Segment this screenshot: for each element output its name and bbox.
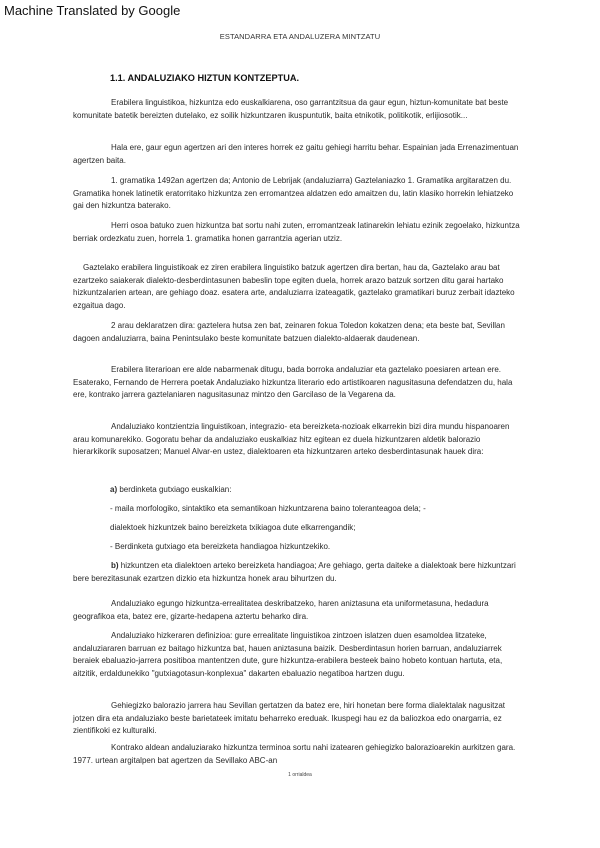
- section-title: 1.1. ANDALUZIAKO HIZTUN KONTZEPTUA.: [110, 73, 300, 83]
- list-item: dialektoek hizkuntzek baino bereizketa txikiagoa dute elkarrengandik;: [110, 523, 356, 532]
- list-marker-a: a): [110, 485, 118, 494]
- machine-translation-banner: Machine Translated by Google: [4, 3, 181, 18]
- paragraph: Gaztelako erabilera linguistikoak ez ziren erabilera linguistiko batzuk agertzen dira bertan, hau da, Gaztelako arau bat ezartzeko saiakerak dialekto-desberdintasunen babeslin tope egiten duela, horrek arazo batzuk sortzen ditu garai hartako hizkuntzalarien artean, are gehiago doaz. esatera arte, andaluziarra izateagatik, gaztelako gramatikari buruz zerbait idazteko ezgaitua dago.: [73, 263, 515, 310]
- paragraph: Andaluziako egungo hizkuntza-errealitatea deskribatzeko, haren aniztasuna eta uniformetasuna, hedadura geografikoa eta, batez ere, gizarte-hedapena aztertu beharko dira.: [73, 599, 489, 621]
- paragraph: Erabilera linguistikoa, hizkuntza edo euskalkiarena, oso garrantzitsua da gaur egun, hiztun-komunitate bat beste komunitate batetik bereizten dutelako, ez soilik hizkuntzaren ikuspuntutik, baita etnikotik, politikotik, erlijiosotik...: [73, 98, 509, 120]
- running-header: ESTANDARRA ETA ANDALUZERA MINTZATU: [219, 32, 381, 41]
- paragraph: Hala ere, gaur egun agertzen ari den interes horrek ez gaitu gehiegi harritu behar. Espainian jada Errenazimentuan agertzen baita.: [73, 143, 519, 165]
- paragraph: Andaluziako hizkeraren definizioa: gure errealitate linguistikoa zintzoen islatzen duen esamoldea litzateke, andaluziararen barruan ez baitago hizkuntza bat, hauen aniztasuna baizik. Desberdintasun horien barruan, andaluziarrek beraiek ebaluazio-jarrera positiboa mantentzen dute, gure hizkuntza-erabilera besteek baino hobeto kontuan hartuta, eta, aitzitik, erdaldunekiko "gutxiagotasun-konplexua" dakarten ebaluazio negatiboa hartzen dugu.: [73, 631, 503, 678]
- paragraph: Herri osoa batuko zuen hizkuntza bat sortu nahi zuten, erromantzeak latinarekin lehiatu ezinik zegoelako, hizkuntza berriak ordezkatu zuen, horrela 1. gramatika honen garrantzia agerian utziz.: [73, 221, 520, 243]
- paragraph: Kontrako aldean andaluziarako hizkuntza terminoa sortu nahi izatearen gehiegizko balorazioarekin aurkitzen gara. 1977. urtean argitalpen bat agertzen da Sevillako ABC-an: [73, 743, 516, 765]
- page-number: 1 orrialdea: [288, 772, 312, 778]
- list-marker-b: b): [111, 561, 119, 570]
- list-item-b: b) hizkuntzen eta dialektoen arteko bereizketa handiagoa; Are gehiago, gerta daiteke a dialektoak bere hizkuntzari bere berezitasunak ezartzen dizkio eta hizkuntza honek arau bihurtzen du.: [73, 561, 516, 583]
- paragraph: Erabilera literarioan ere alde nabarmenak ditugu, bada borroka andaluziar eta gaztelako poesiaren artean ere. Esaterako, Fernando de Herrera poetak Andaluziako hizkuntza literario edo artistikoaren nagusitasuna defendatzen du, hala ere, kontrako jarrera gaztelaniaren nagusitasunaz mintzo den Garcilaso de la Vegarena da.: [73, 365, 513, 400]
- list-item: - maila morfologiko, sintaktiko eta semantikoan hizkuntzarena baino toleranteagoa dela; -: [110, 504, 426, 513]
- list-item: - Berdinketa gutxiago eta bereizketa handiagoa hizkuntzekiko.: [110, 542, 331, 551]
- paragraph: 2 arau deklaratzen dira: gaztelera hutsa zen bat, zeinaren fokua Toledon kokatzen dena; eta beste bat, Sevillan dagoen andaluziarra, baina Penintsulako beste komunitate batzuen dialekto-aldaerak daudenean.: [73, 321, 505, 343]
- paragraph: 1. gramatika 1492an agertzen da; Antonio de Lebrijak (andaluziarra) Gaztelaniazko 1. Gramatika argitaratzen du. Gramatika honek latinetik eratorritako hizkuntza zen erromantzea aldatzen edo amaitzen du, latin klasiko horrekin lehiatzeko gai den hizkuntza baterako.: [73, 176, 514, 211]
- paragraph: Andaluziako kontzientzia linguistikoan, integrazio- eta bereizketa-nozioak elkarrekin bizi dira mundu hispanoaren arau komunarekiko. Gogoratu behar da andaluziako euskalkiaz hitz egitean ez duela hizkuntzaren aldetik balorazio hierarkikorik suposatzen; Manuel Alvar-en ustez, dialektoaren eta hizkuntzaren arteko desberdintasunak hauek dira:: [73, 422, 510, 457]
- paragraph: Gehiegizko balorazio jarrera hau Sevillan gertatzen da batez ere, hiri honetan bere forma dialektalak nagusitzat jotzen dira eta andaluziako beste barietateek imitatu beharreko ereduak. Ikuspegi hau ez da baliozkoa edo onargarria, ez zientifikoki ez kulturalki.: [73, 701, 506, 736]
- list-item-a: a) berdinketa gutxiago euskalkian:: [110, 485, 232, 494]
